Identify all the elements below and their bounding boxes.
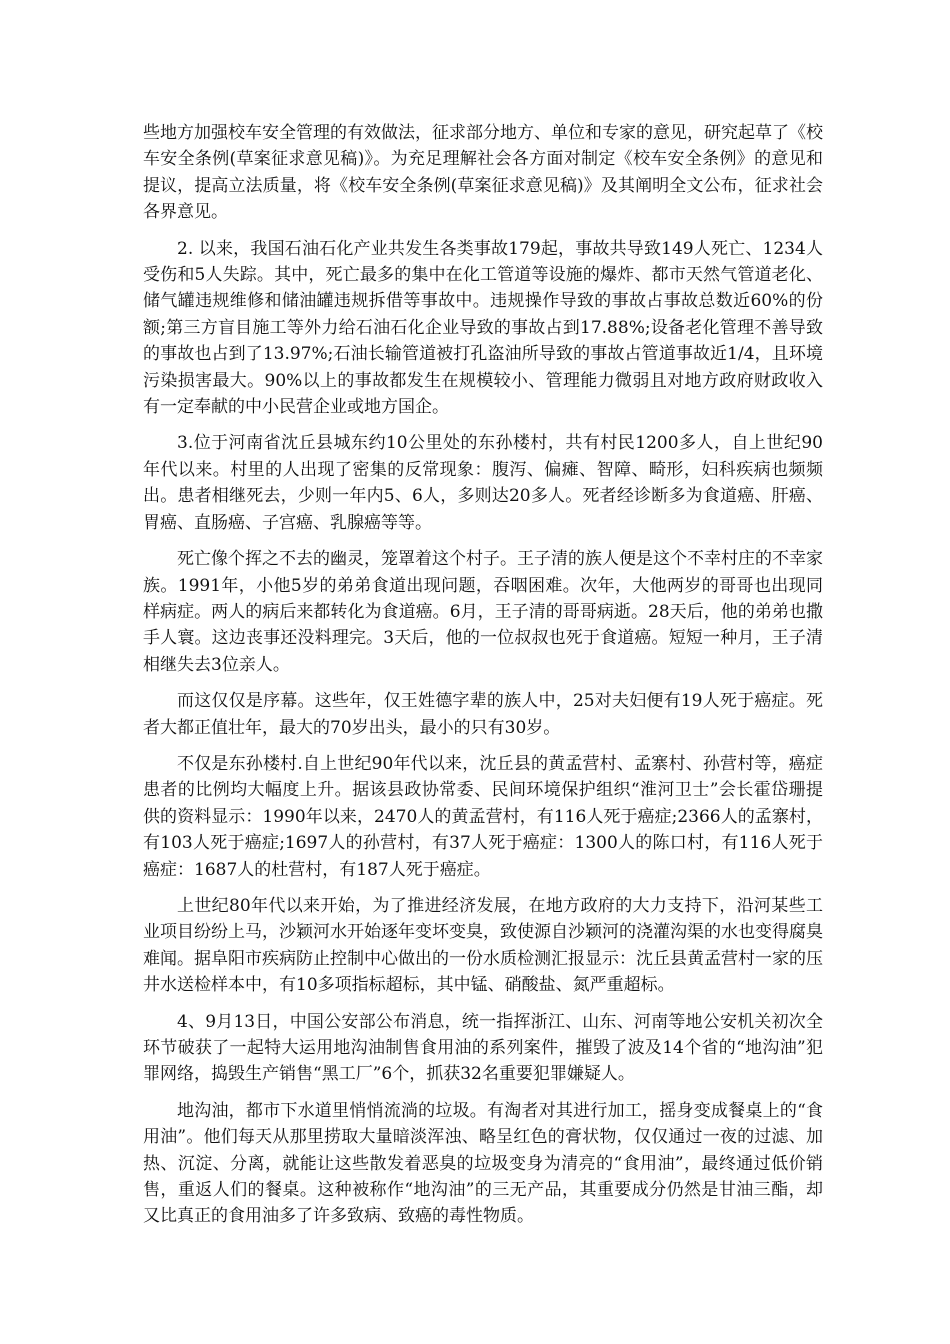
- paragraph-petrochemical-accidents: 2. 以来，我国石油石化产业共发生各类事故179起，事故共导致149人死亡、1234人受伤和5人失踪。其中，死亡最多的集中在化工管道等设施的爆炸、都市天然气管道老化、储气罐违规维修和储油罐违规拆借等事故中。违规操作导致的事故占事故总数近60%的份额;第三方盲目施工等外力给石油石化企业导致的事故占到17.88%;设备老化管理不善导致的事故也占到了13.97%;石油长输管道被打孔盗油所导致的事故占管道事故近1/4，且环境污染损害最大。90%以上的事故都发生在规模较小、管理能力微弱且对地方政府财政收入有一定奉献的中小民营企业或地方国企。: [143, 238, 823, 418]
- paragraph-cancer-statistics: 不仅是东孙楼村.自上世纪90年代以来，沈丘县的黄孟营村、孟寨村、孙营村等，癌症患者的比例均大幅度上升。据该县政协常委、民间环境保护组织“淮河卫士”会长霍岱珊提供的资料显示：1990年以来，2470人的黄孟营村，有116人死于癌症;2366人的孟寨村，有103人死于癌症;1697人的孙营村，有37人死于癌症：1300人的陈口村，有116人死于癌症：1687人的杜营村，有187人死于癌症。: [143, 753, 823, 880]
- paragraph-wang-ziqing-family: 死亡像个挥之不去的幽灵，笼罩着这个村子。王子清的族人便是这个不幸村庄的不幸家族。1991年，小他5岁的弟弟食道出现问题，吞咽困难。次年，大他两岁的哥哥也出现同样病症。两人的病后来都转化为食道癌。6月，王子清的哥哥病逝。28天后，他的弟弟也撒手人寰。这边丧事还没料理完。3天后，他的一位叔叔也死于食道癌。短短一种月，王子清相继失去3位亲人。: [143, 549, 823, 675]
- document-page: [143, 120, 823, 1240]
- paragraph-gutter-oil-description: 地沟油，都市下水道里悄悄流淌的垃圾。有淘者对其进行加工，摇身变成餐桌上的“食用油”。他们每天从那里捞取大量暗淡浑浊、略呈红色的膏状物，仅仅通过一夜的过滤、加热、沉淀、分离，就能让这些散发着恶臭的垃圾变身为清亮的“食用油”，最终通过低价销售，重返人们的餐桌。这种被称作“地沟油”的三无产品，其重要成分仍然是甘油三酯，却又比真正的食用油多了许多致病、致癌的毒性物质。: [143, 1100, 823, 1227]
- paragraph-school-bus-regulation: 些地方加强校车安全管理的有效做法，征求部分地方、单位和专家的意见，研究起草了《校车安全条例(草案征求意见稿)》。为充足理解社会各方面对制定《校车安全条例》的意见和提议，提高立法质量，将《校车安全条例(草案征求意见稿)》及其阐明全文公布，征求社会各界意见。: [143, 123, 823, 223]
- paragraph-dongsunlou-village: 3.位于河南省沈丘县城东约10公里处的东孙楼村，共有村民1200多人，自上世纪90年代以来。村里的人出现了密集的反常现象：腹泻、偏瘫、智障、畸形，妇科疾病也频频出。患者相继死去，少则一年内5、6人，多则达20多人。死者经诊断多为食道癌、肝癌、胃癌、直肠癌、子宫癌、乳腺癌等等。: [143, 433, 823, 533]
- paragraph-prelude: 而这仅仅是序幕。这些年，仅王姓德字辈的族人中，25对夫妇便有19人死于癌症。死者大都正值壮年，最大的70岁出头，最小的只有30岁。: [143, 691, 823, 738]
- paragraph-gutter-oil-case: 4、9月13日，中国公安部公布消息，统一指挥浙江、山东、河南等地公安机关初次全环节破获了一起特大运用地沟油制售食用油的系列案件，摧毁了波及14个省的“地沟油”犯罪网络，捣毁生产销售“黑工厂”6个，抓获32名重要犯罪嫌疑人。: [143, 1011, 823, 1085]
- paragraph-river-pollution: 上世纪80年代以来开始，为了推进经济发展，在地方政府的大力支持下，沿河某些工业项目纷纷上马，沙颖河水开始逐年变坏变臭，致使源自沙颖河的浇灌沟渠的水也变得腐臭难闻。据阜阳市疾病防止控制中心做出的一份水质检测汇报显示：沈丘县黄孟营村一家的压井水送检样本中，有10多项指标超标，其中锰、硝酸盐、氮严重超标。: [143, 895, 823, 996]
